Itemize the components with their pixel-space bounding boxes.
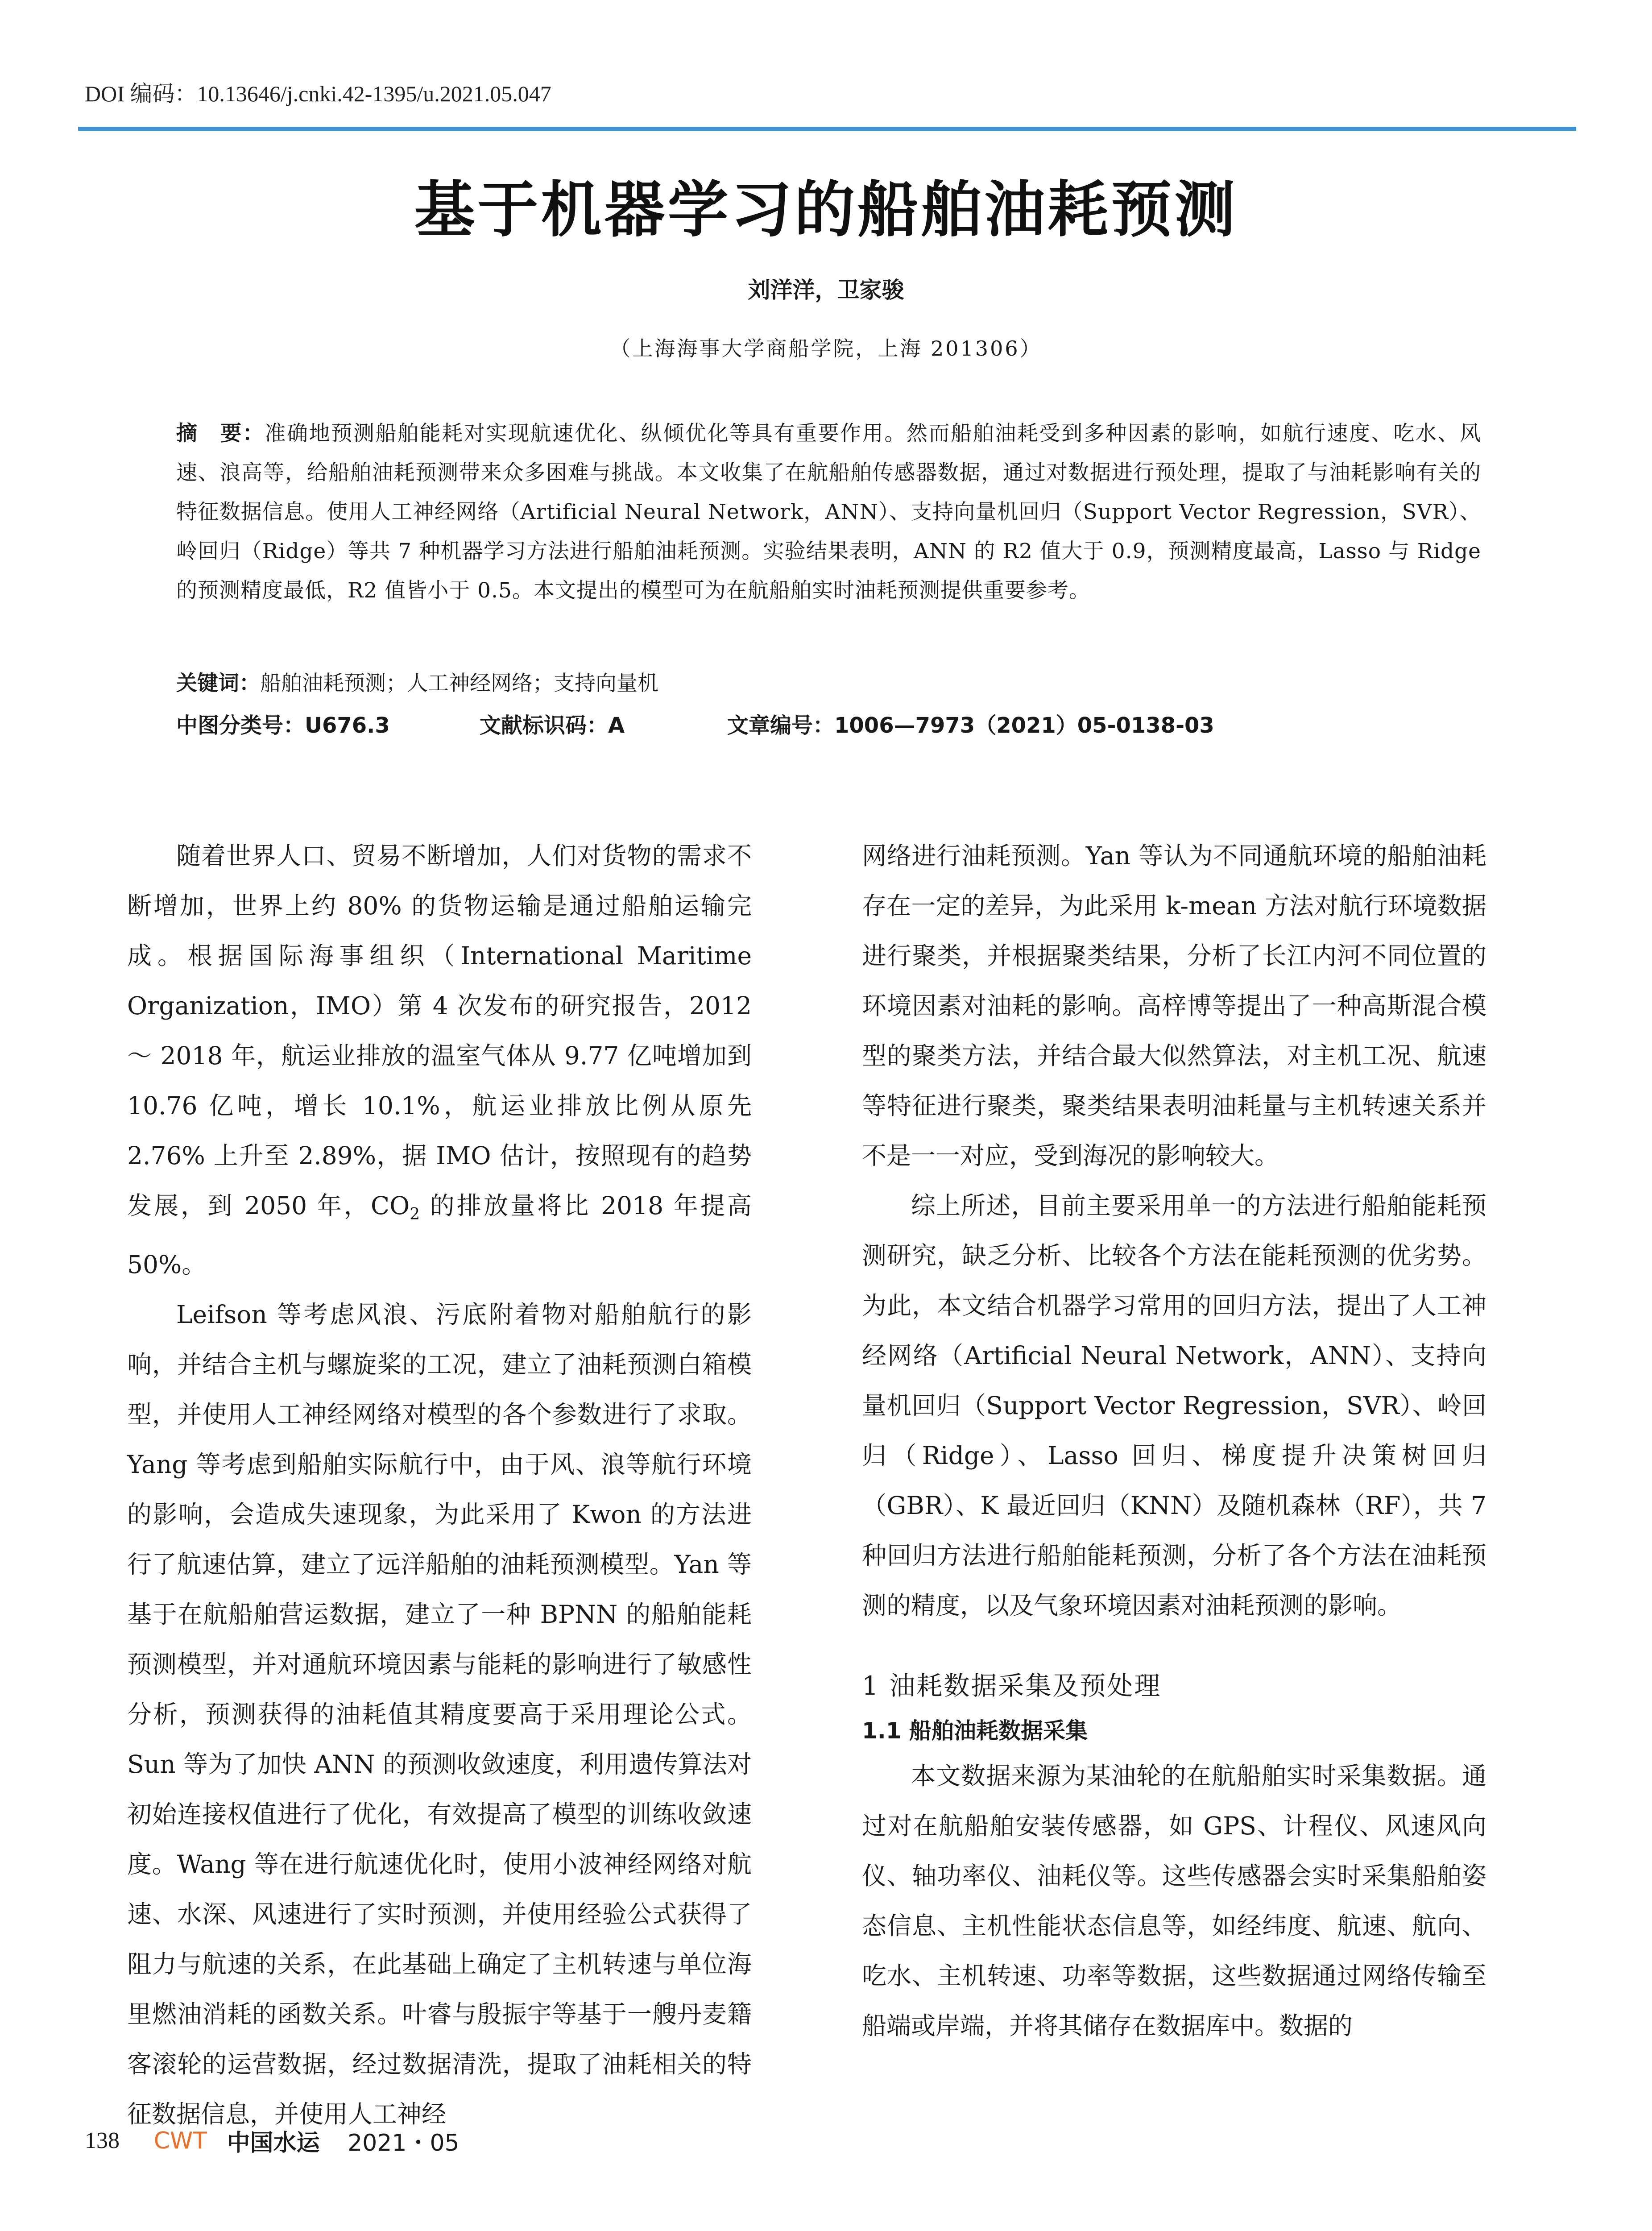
section-heading: 1 油耗数据采集及预处理 [862, 1671, 1162, 1701]
keywords [176, 668, 1481, 699]
subscript: 2 [410, 1205, 420, 1223]
affiliation: （上海海事大学商船学院，上海 201306） [610, 336, 1042, 361]
header-rule [78, 127, 1576, 131]
body-right-column [862, 831, 1486, 2051]
page-footer [85, 2124, 460, 2160]
issue-number: 2021・05 [348, 2130, 460, 2156]
doi-line: DOI 编码：10.13646/j.cnki.42-1395/u.2021.05.047 [85, 81, 551, 106]
abstract [176, 414, 1481, 610]
article-number: 文章编号：1006—7973（2021）05-0138-03 [727, 713, 1214, 738]
subsection-heading: 1.1 船舶油耗数据采集 [862, 1718, 1088, 1744]
classification-line [176, 708, 1481, 739]
abstract-label: 摘 要： [176, 421, 265, 446]
clc-number: 中图分类号：U676.3 [176, 713, 390, 738]
article-title: 基于机器学习的船舶油耗预测 [414, 175, 1238, 245]
journal-name: 中国水运 [227, 2130, 320, 2156]
abstract-text: 准确地预测船舶能耗对实现航速优化、纵倾优化等具有重要作用。然而船舶油耗受到多种因素的影响，如航行速度、吃水、风速、浪高等，给船舶油耗预测带来众多困难与挑战。本文收集了在航船舶传感器数据，通过对数据进行预处理，提取了与油耗影响有关的特征数据信息。使用人工神经网络（Artificial Neural Network，ANN）、支持向量机回归（Support Vector Regression，SVR）、岭回归（Ridge）等共 7 种机器学习方法进行船舶油耗预测。实验结果表明，ANN 的 R2 值大于 0.9，预测精度最高，Lasso 与 Ridge 的预测精度最低，R2 值皆小于 0.5。本文提出的模型可为在航船舶实时油耗预测提供重要参考。 [176, 421, 1482, 603]
paragraph: Leifson 等考虑风浪、污底附着物对船舶航行的影响，并结合主机与螺旋桨的工况，建立了油耗预测白箱模型，并使用人工神经网络对模型的各个参数进行了求取。Yang 等考虑到船舶实际航行中，由于风、浪等航行环境的影响，会造成失速现象，为此采用了 Kwon 的方法进行了航速估算，建立了远洋船舶的油耗预测模型。Yan 等基于在航船舶营运数据，建立了一种 BPNN 的船舶能耗预测模型，并对通航环境因素与能耗的影响进行了敏感性分析，预测获得的油耗值其精度要高于采用理论公式。Sun 等为了加快 ANN 的预测收敛速度，利用遗传算法对初始连接权值进行了优化，有效提高了模型的训练收敛速度。Wang 等在进行航速优化时，使用小波神经网络对航速、水深、风速进行了实时预测，并使用经验公式获得了阻力与航速的关系，在此基础上确定了主机转速与单位海里燃油消耗的函数关系。叶睿与殷振宇等基于一艘丹麦籍客滚轮的运营数据，经过数据清洗，提取了油耗相关的特征数据信息，并使用人工神经 [127, 1300, 752, 2128]
journal-logo: CWT [153, 2127, 207, 2154]
body-left-column [127, 831, 752, 2139]
page-number: 138 [85, 2128, 120, 2153]
paragraph-text: 的排放量将比 2018 年提高 50%。 [127, 1191, 752, 1279]
document-code: 文献标识码：A [480, 713, 625, 738]
keywords-text: 船舶油耗预测；人工神经网络；支持向量机 [260, 671, 658, 696]
paragraph: 综上所述，目前主要采用单一的方法进行船舶能耗预测研究，缺乏分析、比较各个方法在能耗预测的优劣势。为此，本文结合机器学习常用的回归方法，提出了人工神经网络（Artificial Neural Network，ANN）、支持向量机回归（Support Vector Regression，SVR）、岭回归（Ridge）、Lasso 回归、梯度提升决策树回归（GBR）、K 最近回归（KNN）及随机森林（RF），共 7 种回归方法进行船舶能耗预测，分析了各个方法在油耗预测的精度，以及气象环境因素对油耗预测的影响。 [862, 1191, 1486, 1620]
paragraph [127, 831, 752, 1290]
paragraph-text: 随着世界人口、贸易不断增加，人们对货物的需求不断增加，世界上约 80% 的货物运输是通过船舶运输完成。根据国际海事组织（International Maritime Organization，IMO）第 4 次发布的研究报告，2012 ～ 2018 年，航运业排放的温室气体从 9.77 亿吨增加到 10.76 亿吨，增长 10.1%，航运业排放比例从原先 2.76% 上升至 2.89%，据 IMO 估计，按照现有的趋势发展，到 2050 年，CO [127, 842, 752, 1220]
paragraph: 本文数据来源为某油轮的在航船舶实时采集数据。通过对在航船舶安装传感器，如 GPS、计程仪、风速风向仪、轴功率仪、油耗仪等。这些传感器会实时采集船舶姿态信息、主机性能状态信息等，如经纬度、航速、航向、吃水、主机转速、功率等数据，这些数据通过网络传输至船端或岸端，并将其储存在数据库中。数据的 [862, 1762, 1486, 2040]
keywords-label: 关键词： [176, 671, 260, 696]
paragraph: 网络进行油耗预测。Yan 等认为不同通航环境的船舶油耗存在一定的差异，为此采用 k-mean 方法对航行环境数据进行聚类，并根据聚类结果，分析了长江内河不同位置的环境因素对油耗的影响。高梓博等提出了一种高斯混合模型的聚类方法，并结合最大似然算法，对主机工况、航速等特征进行聚类，聚类结果表明油耗量与主机转速关系并不是一一对应，受到海况的影响较大。 [862, 842, 1486, 1170]
authors: 刘洋洋，卫家骏 [748, 277, 904, 303]
